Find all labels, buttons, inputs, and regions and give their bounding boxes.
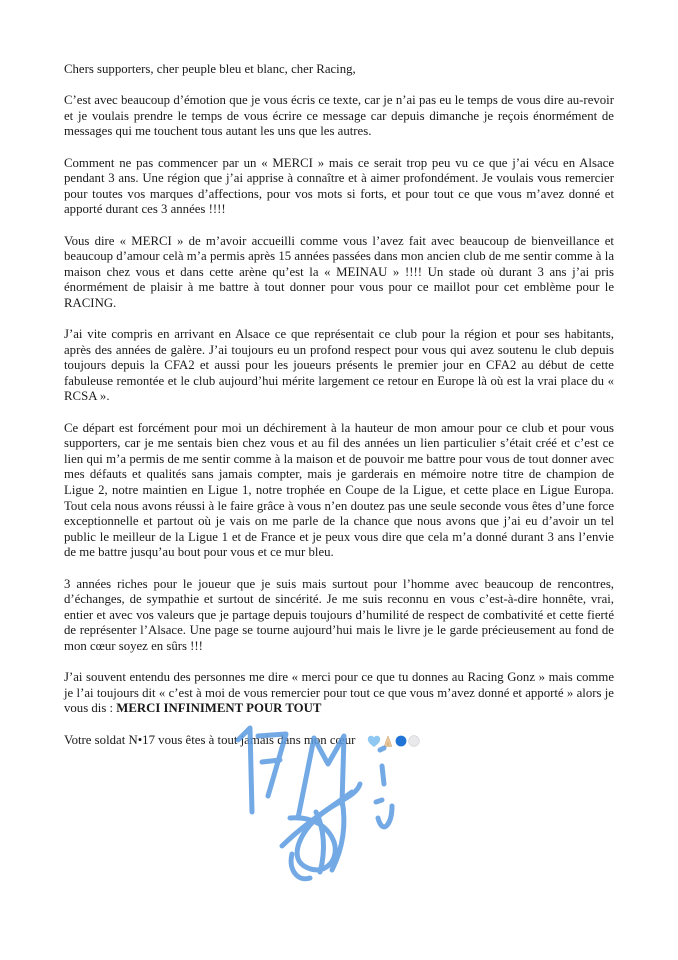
letter-paragraph-6: 3 années riches pour le joueur que je suis mais surtout pour l’homme avec beaucoup de rencontres, d’échanges, de sympathie et surtout de sincérité. Je me suis reconnu en vous c’est-à-dire honnête, vrai, entier et avec vos valeurs que je partage depuis toujours d’humilité de respect de combativité et cette fierté de représenter l’Alsace. Une page se tourne aujourd’hui mais le livre je le garde précieusement au fond de mon cœur soyez en sûrs !!! xyxy=(64,576,614,653)
letter-paragraph-1: C’est avec beaucoup d’émotion que je vous écris ce texte, car je n’ai pas eu le temps de vous dire au-revoir et je voulais prendre le temps de vous écrire ce message car depuis dimanche je reçois énormément de messages qui me touchent tous autant les uns que les autres. xyxy=(64,93,614,139)
letter-body xyxy=(64,62,614,764)
letter-paragraph-4: J’ai vite compris en arrivant en Alsace ce que représentait ce club pour la région et pour ses habitants, après des années de galère. J’ai toujours eu un profond respect pour vous qui avez soutenu le club depuis toujours depuis la CFA2 et aussi pour les joueurs présents le premier jour en CFA2 au début de cette fabuleuse remontée et le club aujourd’hui mérite largement ce retour en Europe là où est la vrai place du « RCSA ». xyxy=(64,327,614,404)
letter-closing-text: Votre soldat N•17 vous êtes à tout jamais dans mon cœur xyxy=(64,732,356,747)
letter-paragraph-3: Vous dire « MERCI » de m’avoir accueilli comme vous l’avez fait avec beaucoup de bienveillance et beaucoup d’amour celà m’a permis après 15 années passées dans mon ancien club de me sentir comme à la maison chez vous et dans cette arène qu’est la « MEINAU » !!!! Un stade où durant 3 ans j’ai pris énormément de plaisir à me battre à tout donner pour vous pour ce maillot pour cet emblème pour le RACING. xyxy=(64,233,614,310)
letter-greeting: Chers supporters, cher peuple bleu et blanc, cher Racing, xyxy=(64,62,356,76)
handwritten-signature xyxy=(228,700,428,890)
letter-bold-thanks: MERCI INFINIMENT POUR TOUT xyxy=(116,701,322,716)
letter-paragraph-5: Ce départ est forcément pour moi un déchirement à la hauteur de mon amour pour ce club et pour vous supporters, car je me sentais bien chez vous et au fil des années un lien particulier s’était créé et c’est ce lien qui m’a permis de me sentir comme à la maison et de pouvoir me battre pour vous de tout donner avec mes défauts et qualités sans jamais compter, mais je garderais en mémoire notre titre de champion de Ligue 2, notre maintien en Ligue 1, notre trophée en Coupe de la Ligue, et cette place en Ligue Europa. Tout cela nous avons réussi à le faire grâce à vous n’en doutez pas une seule seconde vous êtes d’une force exceptionnelle et partout où je vais on me parle de la chance que nous avons que j’ai eu d’avoir un tel public le meilleur de la Ligue 1 et de France et je peux vous dire que cela m’a donné durant 3 ans l’envie de me battre jusqu’au bout pour vous et ce mur bleu. xyxy=(64,420,614,560)
letter-paragraph-7-text: J’ai souvent entendu des personnes me dire « merci pour ce que tu donnes au Racing Gonz » mais comme je l’ai toujours dit « c’est à moi de vous remercier pour tout ce que vous m’avez donné et apporté » alors je vous dis : xyxy=(64,670,614,716)
letter-paragraph-2: Comment ne pas commencer par un « MERCI » mais ce serait trop peu vu ce que j’ai vécu en Alsace pendant 3 ans. Une région que j’ai apprise à connaître et à aimer profondément. Je voulais vous remercier pour toutes vos marques d’affections, pour vos mots si forts, et pour tout ce que vous m’avez donné et apporté durant ces 3 années !!!! xyxy=(64,155,614,217)
